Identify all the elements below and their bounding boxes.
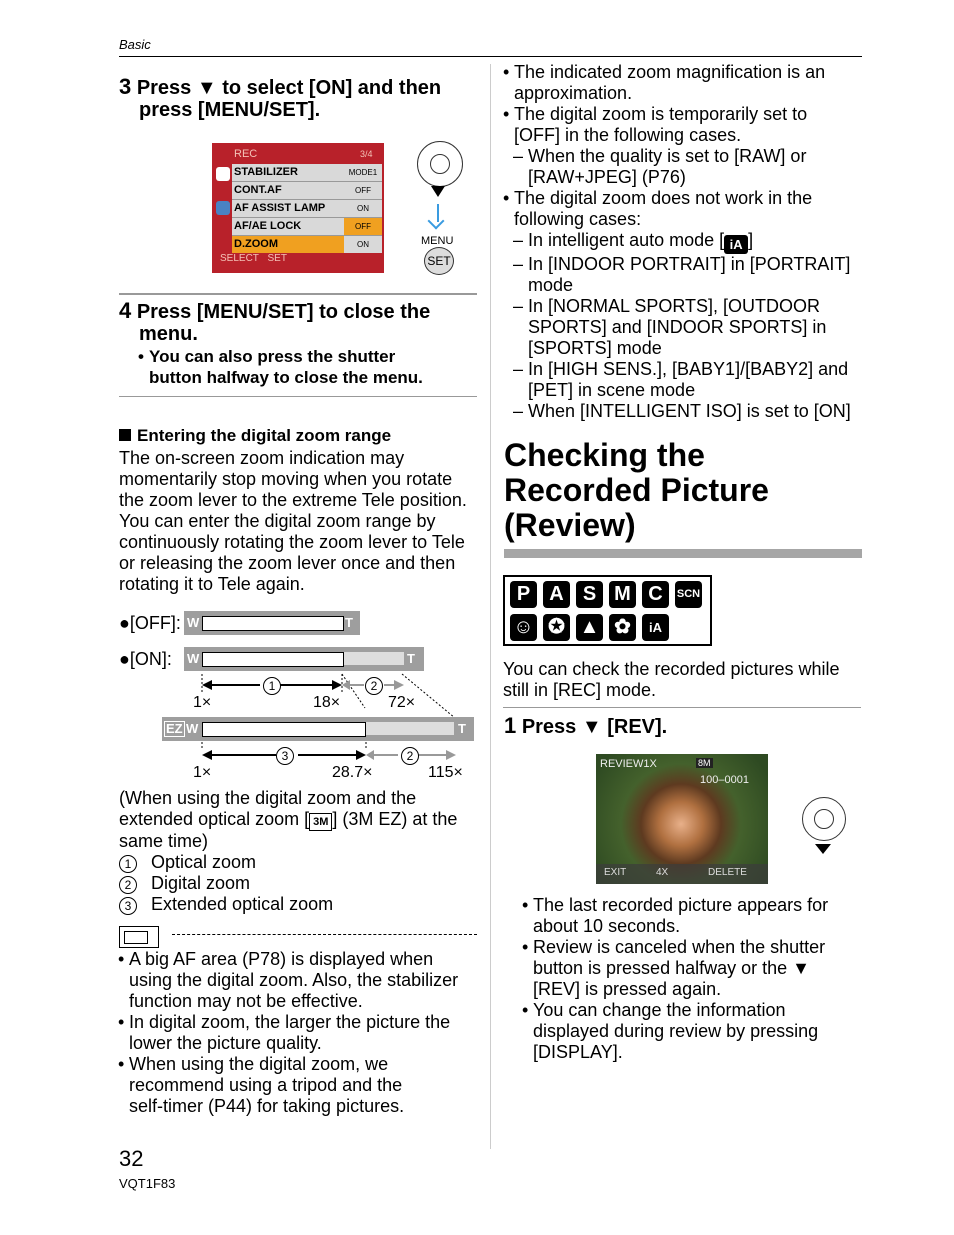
legend-item-1: 1 Optical zoom [119, 852, 484, 873]
note-subitem: – In [NORMAL SPORTS], [OUTDOOR SPORTS] and [INDOOR SPORTS] in [SPORTS] mode [513, 296, 868, 359]
menu-row-cont-af[interactable]: CONT.AF OFF [232, 182, 382, 200]
step-4-top-rule [119, 293, 477, 295]
legend-item-2: 2 Digital zoom [119, 873, 484, 894]
sports-mode-icon: ✪ [543, 614, 570, 641]
step-3-text-b: press [MENU/SET]. [139, 99, 321, 121]
step-4-note: • You can also press the shutter button halfway to close the menu. [138, 346, 954, 388]
menu-rows [232, 164, 382, 253]
note-item: • When using the digital zoom, we recommend using a tripod and the self-timer (P44) for taking pictures. [118, 1054, 488, 1117]
step-4-text-a: Press [MENU/SET] to close the [136, 301, 431, 323]
note-subitem: – In intelligent auto mode [ iA ] [513, 230, 868, 254]
review-bullets [522, 895, 862, 1063]
mode-icons-row-2 [510, 614, 669, 641]
scenery-mode-icon: ▲ [576, 614, 603, 641]
review-bullet: • Review is canceled when the shutter button is pressed halfway or the ▼ [REV] is pressed again. [522, 937, 862, 1000]
section-label: Basic [119, 37, 151, 52]
notes-right [503, 62, 868, 422]
mode-icons-row-1 [510, 581, 702, 608]
legend-circle-3: 3 [276, 747, 294, 765]
macro-mode-icon: ✿ [609, 614, 636, 641]
step-4-number: 4 [119, 298, 132, 323]
review-down-triangle-icon [815, 844, 831, 854]
portrait-mode-icon: ☺ [510, 614, 537, 641]
note-subitem: – In [HIGH SENS.], [BABY1]/[BABY2] and [PET] in scene mode [513, 359, 868, 401]
note-subitem: – In [INDOOR PORTRAIT] in [PORTRAIT] mode [513, 254, 868, 296]
menu-title: REC [234, 148, 258, 160]
step-3 [119, 75, 441, 100]
digital-zoom-heading: Entering the digital zoom range [119, 426, 391, 446]
cursor-dial-icon [417, 141, 463, 187]
legend-item-3: 3 Extended optical zoom [119, 894, 484, 915]
tick-18x: 18× [313, 694, 341, 711]
menu-footer: SELECT SET [220, 253, 287, 264]
tick-ez-1x: 1× [193, 764, 212, 781]
dial-center [430, 154, 450, 174]
menu-label: MENU [421, 235, 454, 247]
delete-label: DELETE [708, 867, 747, 878]
mode-icons-box [503, 575, 712, 646]
note-item: • The digital zoom does not work in the following cases: [503, 188, 868, 230]
tick-ez-115x: 115× [428, 764, 463, 781]
menu-row-stabilizer[interactable]: STABILIZER MODE1 [232, 164, 382, 182]
review-intro: You can check the recorded pictures while still in [REC] mode. [503, 659, 840, 700]
note-dashed-rule [172, 934, 477, 935]
scene-mode-icon: SCN [675, 581, 702, 608]
tick-1x: 1× [193, 694, 212, 711]
tick-ez-28x: 28.7× [332, 764, 373, 781]
note-item: • In digital zoom, the larger the picture the lower the picture quality. [118, 1012, 488, 1054]
camera-icon [216, 167, 230, 181]
note-icon [119, 926, 159, 948]
menu-screen [212, 143, 384, 273]
zoom-bar-ez: EZ W T [162, 717, 474, 741]
legend-circle-2: 2 [365, 677, 383, 695]
note-subitem: – When [INTELLIGENT ISO] is set to [ON] [513, 401, 868, 422]
step-4-bottom-rule [119, 396, 477, 397]
menu-page: 3/4 [360, 149, 373, 159]
notes-left [118, 949, 488, 1117]
step-4 [119, 299, 430, 324]
legend-circle-1: 1 [263, 677, 281, 695]
column-divider [490, 64, 491, 1149]
step-4-text-b: menu. [139, 323, 198, 345]
shutter-mode-icon: S [576, 581, 603, 608]
menu-row-af-assist-lamp[interactable]: AF ASSIST LAMP ON [232, 200, 382, 218]
zoom-on-label: ●[ON]: [119, 649, 172, 669]
review-title-rule [504, 549, 862, 558]
3m-ez-icon: 3M [309, 813, 332, 831]
manual-mode-icon: M [609, 581, 636, 608]
menu-row-d-zoom[interactable]: D.ZOOM ON [232, 236, 382, 253]
step-3-number: 3 [119, 74, 132, 99]
review-step-rule [503, 707, 861, 708]
legend-circle-2b: 2 [401, 747, 419, 765]
note-item: • The indicated zoom magnification is an approximation. [503, 62, 868, 104]
program-mode-icon: P [510, 581, 537, 608]
review-title: Checking the Recorded Picture (Review) [504, 437, 769, 543]
review-screen [596, 754, 768, 884]
review-step-number: 1 [504, 713, 517, 738]
zoom-caption: (When using the digital zoom and the extended optical zoom [ 3M ] (3M EZ) at the same time) 1 Optical zoom 2 Digital zoom 3 Extended optical zoom [119, 788, 484, 915]
review-dial-icon [802, 797, 846, 841]
review-step-text: Press ▼ [REV]. [521, 716, 668, 738]
review-footer-bar [596, 864, 768, 884]
note-item: • A big AF area (P78) is displayed when using the digital zoom. Also, the stabilizer function may not be effective. [118, 949, 488, 1012]
down-triangle-icon [431, 186, 445, 197]
ia-mode-icon: iA [642, 614, 669, 641]
menu-row-af-ae-lock[interactable]: AF/AE LOCK OFF [232, 218, 382, 236]
review-step-1 [504, 714, 667, 739]
aperture-mode-icon: A [543, 581, 570, 608]
review-bullet: • You can change the information displayed during review by pressing [DISPLAY]. [522, 1000, 862, 1063]
digital-zoom-body: The on-screen zoom indication may momentarily stop moving when you rotate the zoom lever to the extreme Tele position. You can enter the digital zoom range by continuously rotating the zoom lever to Tele or releasing the zoom lever once and then rotating it to Tele again. [119, 448, 467, 594]
file-number: 100–0001 [700, 774, 749, 786]
blue-arrow-head [428, 213, 445, 230]
square-bullet-icon [119, 429, 131, 441]
tick-72x: 72× [388, 694, 416, 711]
review-bullet: • The last recorded picture appears for about 10 seconds. [522, 895, 862, 937]
set-button-icon: SET [424, 247, 454, 275]
step-3-text-a: Press ▼ to select [ON] and then [136, 77, 442, 99]
note-subitem: – When the quality is set to [RAW] or [RAW+JPEG] (P76) [513, 146, 868, 188]
wrench-icon [216, 201, 230, 215]
document-code: VQT1F83 [119, 1176, 176, 1191]
zoom-bar-on: W T [184, 647, 424, 671]
zoom-bar-off: W T [184, 611, 360, 635]
review-top-left: REVIEW1X [600, 758, 657, 770]
exit-label: EXIT [604, 867, 627, 878]
note-item: • The digital zoom is temporarily set to [OFF] in the following cases. [503, 104, 868, 146]
intelligent-auto-icon: iA [724, 235, 748, 254]
page-number: 32 [119, 1146, 144, 1171]
custom-mode-icon: C [642, 581, 669, 608]
header-rule [119, 56, 862, 57]
zoom-off-label: ●[OFF]: [119, 613, 181, 633]
size-badge: 8M [698, 758, 711, 768]
zoom-label: 4X [656, 867, 669, 878]
